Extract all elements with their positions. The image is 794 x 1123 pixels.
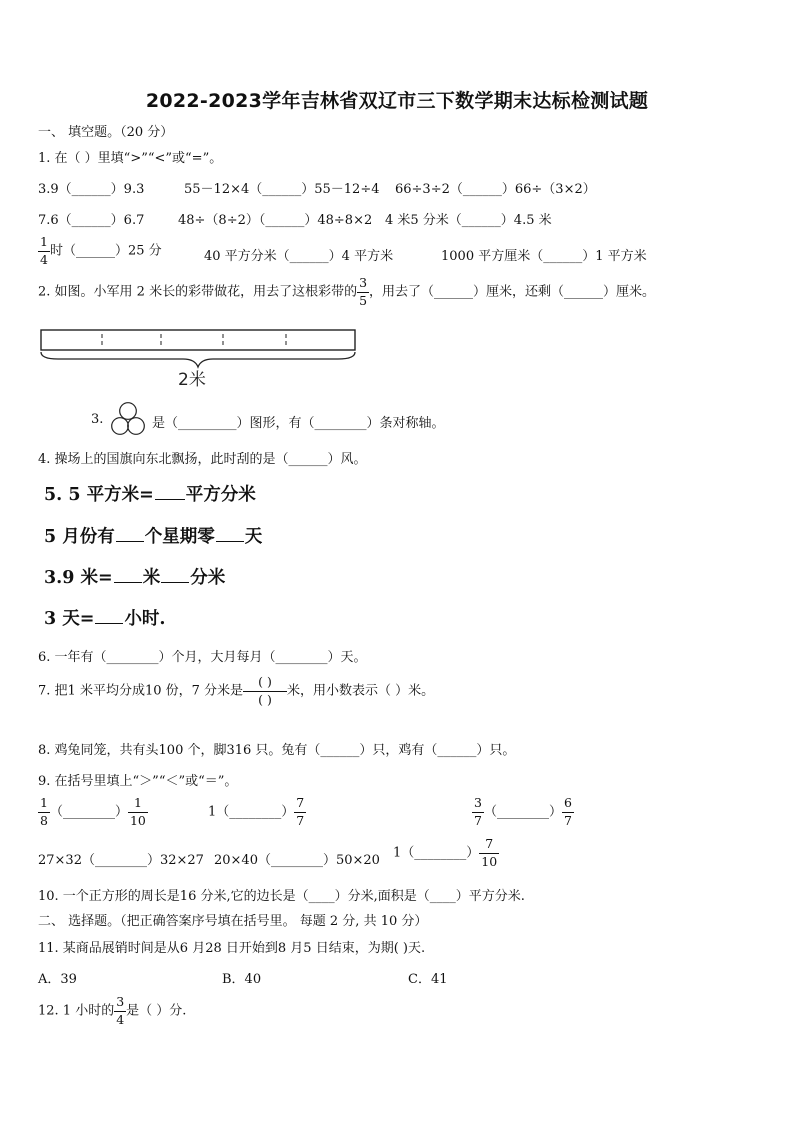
q6-text: 6. 一年有（________）个月，大月每月（________）天。 [38,650,367,665]
q11-option-a[interactable]: A．39 [38,972,77,987]
frac-num: 3 [116,994,125,1009]
q9-a [38,797,148,827]
frac-num: 1 [133,795,142,810]
q5-l1-b: 平方分米 [185,485,256,505]
blank[interactable] [95,609,123,624]
q11-stem: 11. 某商品展销时间是从6 月28 日开始到8 月5 日结束，为期( )天. [38,941,426,956]
frac-num: 7 [485,836,494,851]
fraction [294,797,306,827]
frac-num: ( ) [258,674,272,689]
q9-e: 20×40（________）50×20 [214,853,380,868]
q5-line2 [44,523,262,548]
q1-row1-b: 55－12×4（______）55－12÷4 [184,182,380,197]
q1-row3-a [38,236,162,266]
q5-l4-b: 小时. [124,609,166,629]
blank[interactable] [116,527,144,542]
frac-den: 7 [296,812,305,828]
q11-option-c[interactable]: C．41 [408,972,448,987]
q5-l3-c: 分米 [190,568,226,588]
section-two-heading: 二、 选择题。（把正确答案序号填在括号里。 每题 2 分, 共 10 分） [38,914,428,929]
circle-top [120,403,137,420]
q1-row3-c: 1000 平方厘米（______）1 平方米 [441,249,647,264]
frac-num: 1 [40,795,48,810]
ribbon-figure [38,325,363,393]
blank[interactable] [114,568,142,583]
frac-den: 7 [474,812,482,828]
q5-line1 [44,481,256,506]
q1-stem: 1. 在（ ）里填“>”“<”或“=”。 [38,151,223,166]
q2-text [38,277,655,307]
ribbon-brace [41,352,355,367]
fraction [562,797,574,827]
q3-number: 3. [91,412,104,427]
fraction [479,838,499,868]
fraction [38,797,50,827]
page-title: 2022-2023学年吉林省双辽市三下数学期末达标检测试题 [145,90,649,112]
q1-row3-a-text: 时（______）25 分 [49,243,162,259]
q7-before: 7. 把1 米平均分成10 份，7 分米是 [38,683,244,699]
q2-before: 2. 如图。小军用 2 米长的彩带做花，用去了这根彩带的 [38,284,358,300]
q5-l2-a: 5 月份有 [44,527,115,547]
blank[interactable] [161,568,189,583]
q9-b-left: 1（________） [208,804,295,820]
q5-l2-b: 个星期零 [144,527,215,547]
frac-den: 10 [481,853,498,869]
q9-d: 27×32（________）32×27 [38,853,204,868]
q12-before: 12. 1 小时的 [38,1003,115,1019]
frac-num: 3 [474,795,482,810]
frac-num: 7 [296,795,305,810]
q11-option-b[interactable]: B．40 [222,972,262,987]
q5-line3 [44,564,225,589]
fraction [472,797,484,827]
blank[interactable] [155,485,185,500]
blank[interactable] [216,527,244,542]
q12-after: 是（ ）分. [126,1003,187,1019]
frac-den: 4 [116,1011,125,1027]
fraction-three-quarters [114,996,126,1026]
q5-l4-a: 3 天= [44,609,95,629]
frac-den: 7 [563,812,572,828]
frac-den: 5 [359,292,368,308]
q5-l1-a: 5. 5 平方米= [44,485,154,505]
circle-bottom-left [112,418,129,435]
frac-num: 3 [359,275,368,290]
fraction [128,797,148,827]
q9-f [393,838,499,868]
q10-text: 10. 一个正方形的周长是16 分米,它的边长是（____）分米,面积是（____）平方分米. [38,889,525,904]
q3-text: 是（_________）图形，有（________）条对称轴。 [152,416,445,431]
q1-row2-c: 4 米5 分米（______）4.5 米 [385,213,552,228]
ribbon-length-label: 2米 [178,370,206,390]
q9-c-blank: （________） [483,804,562,820]
circle-bottom-right [128,418,145,435]
q8-text: 8. 鸡兔同笼，共有头100 个，脚316 只。兔有（______）只，鸡有（______）只。 [38,743,516,758]
q5-l3-a: 3.9 米= [44,568,113,588]
q2-after: ，用去了（______）厘米，还剩（______）厘米。 [369,284,656,300]
fraction-three-fifths [357,277,369,307]
q5-l2-c: 天 [244,527,263,547]
q7-text [38,676,434,706]
q9-a-blank: （________） [49,804,128,820]
frac-den: 10 [129,812,146,828]
q7-after: 米，用小数表示（ ）米。 [287,683,435,699]
q12-text [38,996,186,1026]
frac-den: 4 [40,251,48,267]
frac-num: 1 [40,234,48,249]
q9-stem: 9. 在括号里填上“＞”“＜”或“＝”。 [38,774,238,789]
q1-row1-c: 66÷3÷2（______）66÷（3×2） [395,182,596,197]
q4-text: 4. 操场上的国旗向东北飘扬，此时刮的是（______）风。 [38,452,367,467]
frac-num: 6 [563,795,572,810]
q9-f-left: 1（________） [393,845,480,861]
q5-l3-b: 米 [142,568,161,588]
q1-row1-a: 3.9（______）9.3 [38,182,145,197]
three-circles-figure [108,400,148,438]
frac-den: ( ) [243,691,287,707]
q1-row2-b: 48÷（8÷2）（______）48÷8×2 [178,213,373,228]
q5-line4 [44,605,166,630]
q7-fraction-blank [243,676,287,706]
q1-row3-b: 40 平方分米（______）4 平方米 [204,249,394,264]
ribbon-rect [41,330,355,350]
frac-den: 8 [40,812,48,828]
section-one-heading: 一、 填空题。（20 分） [38,125,174,140]
q9-c [472,797,574,827]
q1-row2-a: 7.6（______）6.7 [38,213,145,228]
fraction-one-quarter [38,236,50,266]
q9-b [208,797,306,827]
